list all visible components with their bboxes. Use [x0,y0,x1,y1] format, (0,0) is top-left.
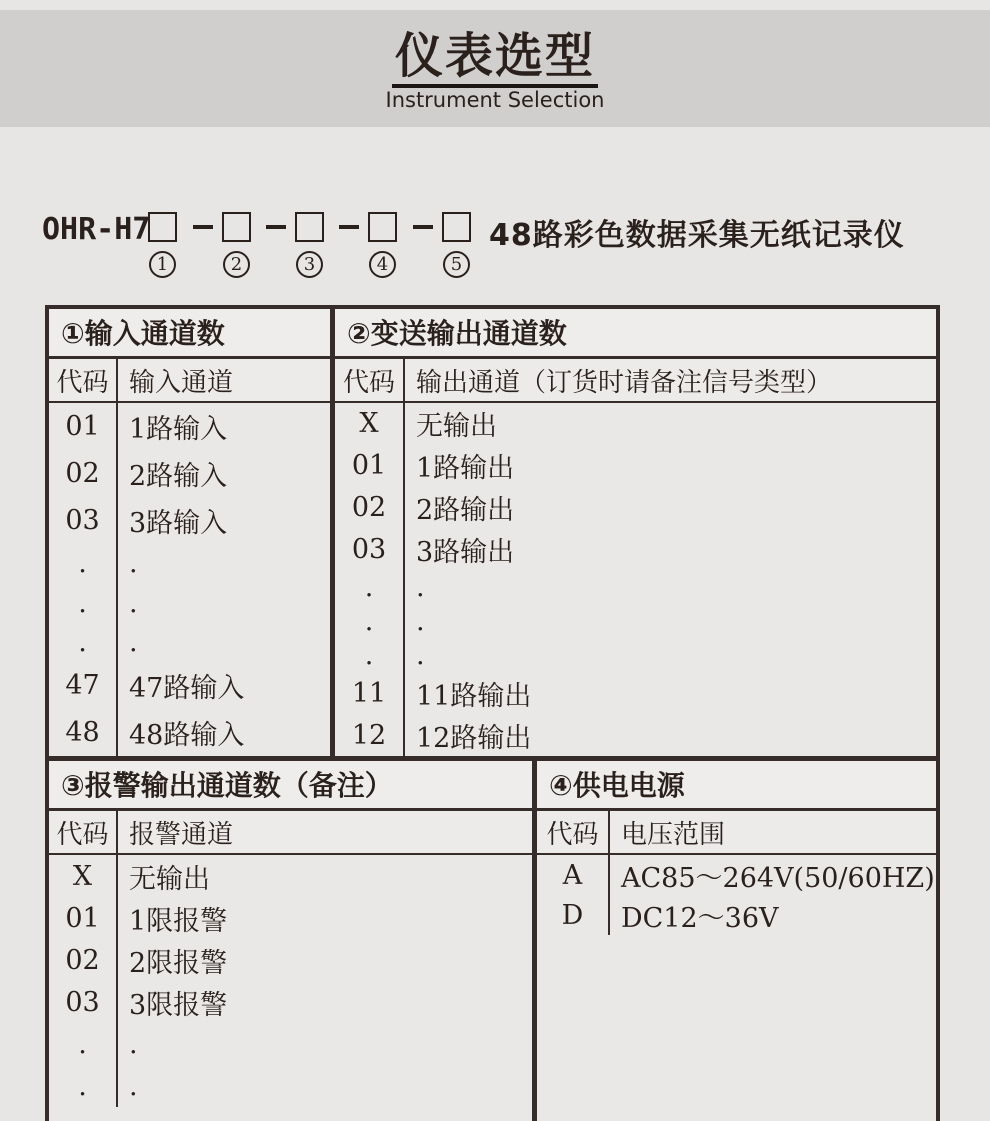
table-row [335,672,936,714]
section-title: ③报警输出通道数（备注） [49,761,532,811]
section-title: ②变送输出通道数 [335,309,936,359]
table-row [49,584,330,623]
label-column-header: 输出通道（订货时请备注信号类型） [416,367,833,398]
label-cell: . [129,548,138,580]
code-cell: D [537,895,610,935]
code-cell: 03 [49,497,118,544]
code-cell: 11 [335,672,405,714]
selection-table [45,305,940,1121]
dash-separator [193,225,213,229]
label-cell: 2限报警 [129,947,228,979]
table-row [49,939,532,981]
label-cell: 2路输出 [416,495,515,527]
code-cell: 02 [49,450,118,497]
table-row [49,662,330,709]
section-rows [49,403,330,756]
dash-separator [266,225,286,229]
label-cell: 2路输入 [129,461,228,493]
label-column-header: 输入通道 [129,367,234,398]
code-cell: . [335,571,405,605]
table-row [335,529,936,571]
table-row [49,855,532,897]
code-column-header: 代码 [335,359,405,401]
code-cell: 47 [49,662,118,709]
table-row [335,403,936,445]
section-title: ①输入通道数 [49,309,330,359]
circled-number-5: 5 [443,251,470,278]
label-cell: 3路输出 [416,537,515,569]
label-cell: 12路输出 [416,722,532,754]
dash-separator [413,225,433,229]
section-rows [335,403,936,756]
code-cell: 01 [335,445,405,487]
model-segment-box-1 [148,212,177,242]
section-transmit-output-channels [335,309,936,756]
code-cell: 03 [49,981,118,1023]
column-header-row [49,811,532,855]
code-cell: . [49,1023,118,1065]
label-cell: 1限报警 [129,905,228,937]
table-row [335,445,936,487]
code-cell: 12 [335,714,405,756]
label-cell: AC85～264V(50/60HZ) [621,862,935,894]
table-row [335,714,936,756]
section-input-channels [49,309,330,756]
label-cell: . [129,587,138,619]
table-row [49,623,330,662]
label-cell: . [129,626,138,658]
label-cell: . [416,605,425,637]
code-column-header: 代码 [537,811,610,853]
model-segment-box-2 [222,212,251,242]
model-segment-box-4 [368,212,397,242]
page-subtitle: Instrument Selection [385,87,605,112]
label-cell: 3限报警 [129,989,228,1021]
model-code-line [0,205,990,295]
table-row [335,487,936,529]
code-cell: 48 [49,709,118,756]
code-cell: 01 [49,403,118,450]
label-cell: . [129,1070,138,1102]
code-column-header: 代码 [49,811,118,853]
code-cell: 02 [49,939,118,981]
table-row [49,544,330,583]
dash-separator [339,225,359,229]
page-title: 仪表选型 [392,30,598,88]
table-row [335,638,936,672]
column-header-row [49,359,330,403]
table-row [537,895,936,935]
section-power-supply [537,761,936,1121]
code-cell: . [49,623,118,662]
model-description: 48路彩色数据采集无纸记录仪 [489,218,905,253]
table-lower-half [49,761,936,1121]
code-cell: 01 [49,897,118,939]
label-cell: 48路输入 [129,719,245,751]
label-cell: 11路输出 [416,680,532,712]
section-rows [49,855,532,1115]
table-upper-half [49,309,936,756]
code-column-header: 代码 [49,359,118,401]
column-header-row [537,811,936,855]
label-cell: 3路输入 [129,508,228,540]
circled-number-1: 1 [149,251,176,278]
section-rows [537,855,936,1115]
table-row [49,981,532,1023]
section-title: ④供电电源 [537,761,936,811]
code-cell: . [335,604,405,638]
model-segment-box-3 [295,212,324,242]
label-cell: . [416,572,425,603]
code-cell: X [335,403,405,445]
column-header-row [335,359,936,403]
code-cell: . [49,584,118,623]
label-cell: DC12～36V [621,902,779,934]
circled-number-4: 4 [369,251,396,278]
table-row [537,855,936,895]
model-prefix: OHR-H7 [42,212,151,247]
table-row [49,709,330,756]
circled-number-2: 2 [223,251,250,278]
label-cell: 1路输出 [416,453,515,485]
section-alarm-output-channels [49,761,532,1121]
code-cell: A [537,855,610,895]
table-row [49,1065,532,1107]
table-row [335,571,936,605]
code-cell: 02 [335,487,405,529]
label-cell: 1路输入 [129,414,228,446]
table-row [49,897,532,939]
code-cell: . [335,638,405,672]
label-cell: 无输出 [416,411,497,443]
table-row [49,497,330,544]
code-cell: . [49,544,118,583]
code-cell: . [49,1065,118,1107]
table-row [49,1023,532,1065]
label-column-header: 电压范围 [621,819,726,850]
table-row [49,403,330,450]
label-cell: 无输出 [129,863,210,895]
code-cell: 03 [335,529,405,571]
table-row [335,604,936,638]
label-cell: . [416,639,425,671]
circled-number-3: 3 [296,251,323,278]
table-row [49,450,330,497]
label-cell: . [129,1028,138,1060]
code-cell: X [49,855,118,897]
model-segment-box-5 [442,212,471,242]
label-cell: 47路输入 [129,672,245,704]
label-column-header: 报警通道 [129,819,234,850]
title-band [0,10,990,127]
